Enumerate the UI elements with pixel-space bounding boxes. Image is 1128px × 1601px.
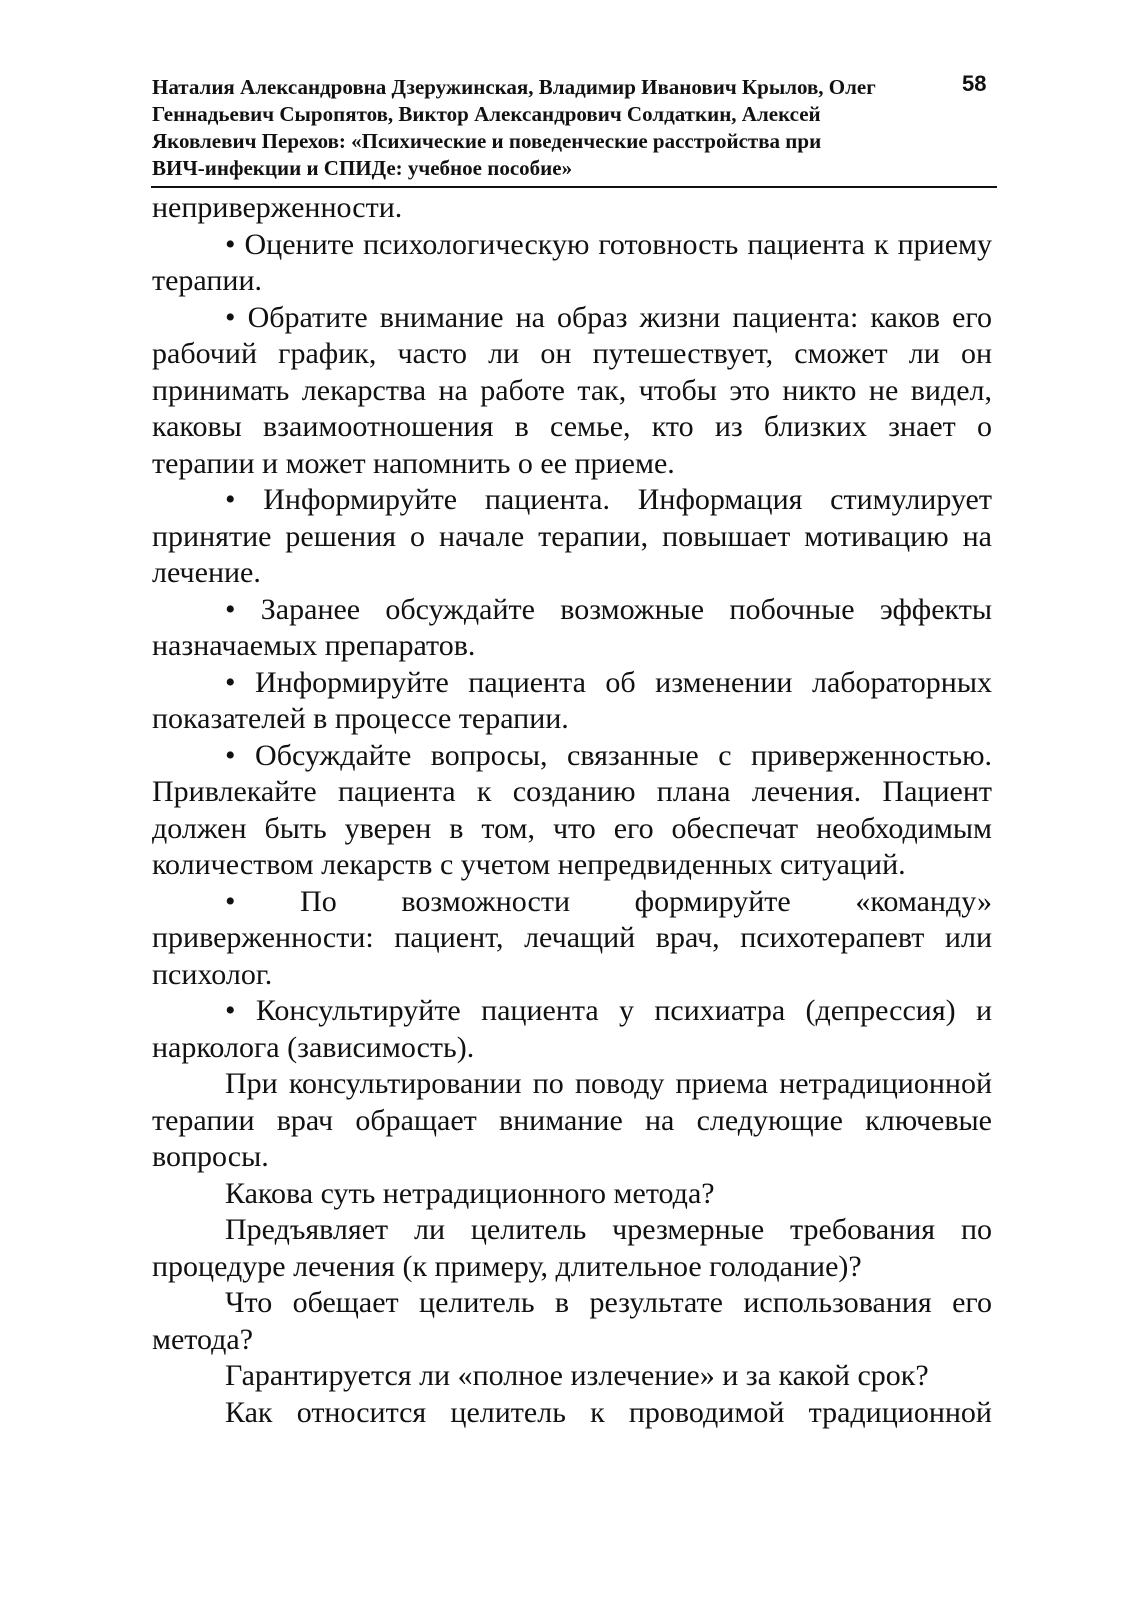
question-paragraph: Что обещает целитель в результате использования его метода? [152,1286,992,1356]
question-paragraph: Как относится целитель к проводимой традиционной [225,1395,992,1429]
bullet-paragraph: • Консультируйте пациента у психиатра (депрессия) и нарколога (зависимость). [152,994,992,1064]
paragraph: неприверженности. [152,191,403,224]
bullet-paragraph: • Информируйте пациента. Информация стимулирует принятие решения о начале терапии, повышает мотивацию на лечение. [152,483,992,589]
page-body [152,190,992,1431]
bullet-paragraph: • Обсуждайте вопросы, связанные с приверженностью. Привлекайте пациента к созданию плана лечения. Пациент должен быть уверен в том, что его обеспечат необходимым количеством лекарств с учетом непредвиденных ситуаций. [152,738,992,881]
paragraph: При консультировании по поводу приема нетрадиционной терапии врач обращает внимание на следующие ключевые вопросы. [152,1067,992,1173]
question-paragraph: Гарантируется ли «полное излечение» и за какой срок? [225,1359,929,1392]
bullet-paragraph: • Обратите внимание на образ жизни пациента: каков его рабочий график, часто ли он путешествует, сможет ли он принимать лекарства на работе так, чтобы это никто не видел, каковы взаимоотношения в семье, кто из близких знает о терапии и может напомнить о ее приеме. [152,300,992,480]
bullet-paragraph: • Информируйте пациента об изменении лабораторных показателей в процессе терапии. [152,665,992,735]
bullet-paragraph: • Оцените психологическую готовность пациента к приему терапии. [152,227,992,297]
question-paragraph: Предъявляет ли целитель чрезмерные требования по процедуре лечения (к примеру, длительное голодание)? [152,1213,992,1283]
header-line: Геннадьевич Сыропятов, Виктор Александрович Солдаткин, Алексей [152,102,821,126]
header-line: ВИЧ-инфекции и СПИДе: учебное пособие» [152,156,573,180]
bullet-paragraph: • По возможности формируйте «команду» приверженности: пациент, лечащий врач, психотерапевт или психолог. [152,884,992,991]
running-header [152,74,997,182]
header-line: Наталия Александровна Дзеружинская, Владимир Иванович Крылов, Олег [152,75,876,99]
header-divider [151,186,997,188]
header-line: Яковлевич Перехов: «Психические и поведенческие расстройства при [152,129,822,153]
page-number: 58 [962,71,987,96]
bullet-paragraph: • Заранее обсуждайте возможные побочные эффекты назначаемых препаратов. [152,592,992,662]
question-paragraph: Какова суть нетрадиционного метода? [225,1176,715,1210]
